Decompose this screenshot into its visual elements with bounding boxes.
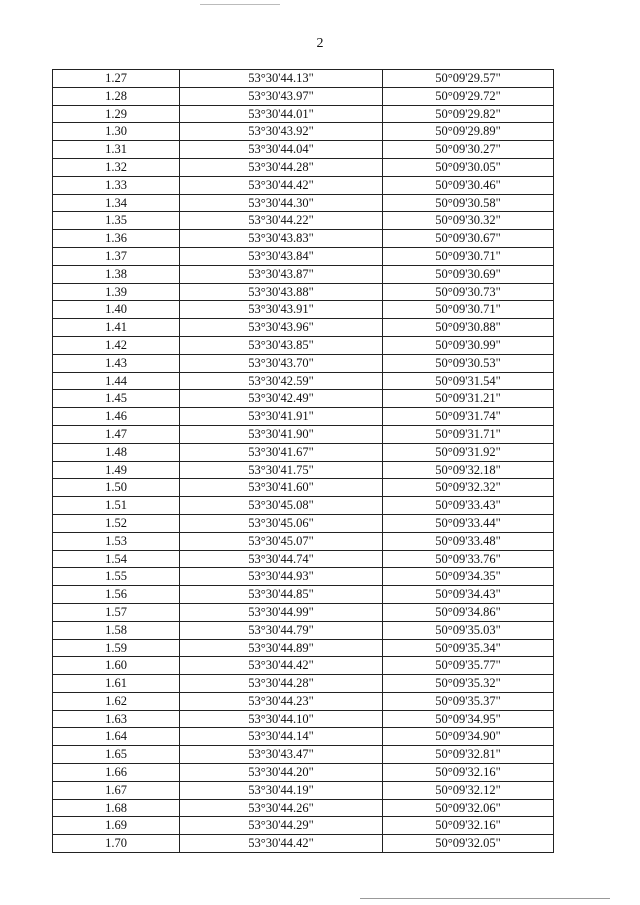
table-row [53,212,554,230]
latitude-cell: 53°30'44.42" [180,835,383,853]
coordinates-table [52,69,554,853]
longitude-cell: 50°09'30.88" [383,319,554,337]
page-number: 2 [316,36,324,51]
point-number-cell: 1.49 [53,461,180,479]
latitude-cell: 53°30'41.90" [180,425,383,443]
point-number-cell: 1.41 [53,319,180,337]
longitude-cell: 50°09'32.05" [383,835,554,853]
table-row [53,265,554,283]
coordinates-table-body [53,70,554,853]
latitude-cell: 53°30'44.99" [180,603,383,621]
table-row [53,443,554,461]
point-number-cell: 1.65 [53,746,180,764]
point-number-cell: 1.70 [53,835,180,853]
longitude-cell: 50°09'32.16" [383,764,554,782]
point-number-cell: 1.68 [53,799,180,817]
latitude-cell: 53°30'41.75" [180,461,383,479]
point-number-cell: 1.35 [53,212,180,230]
latitude-cell: 53°30'43.88" [180,283,383,301]
table-row [53,692,554,710]
point-number-cell: 1.31 [53,141,180,159]
longitude-cell: 50°09'31.71" [383,425,554,443]
point-number-cell: 1.42 [53,336,180,354]
longitude-cell: 50°09'31.54" [383,372,554,390]
longitude-cell: 50°09'32.18" [383,461,554,479]
latitude-cell: 53°30'44.42" [180,657,383,675]
longitude-cell: 50°09'32.06" [383,799,554,817]
latitude-cell: 53°30'44.79" [180,621,383,639]
table-row [53,568,554,586]
point-number-cell: 1.28 [53,87,180,105]
table-row [53,105,554,123]
latitude-cell: 53°30'43.47" [180,746,383,764]
point-number-cell: 1.55 [53,568,180,586]
table-row [53,70,554,88]
table-row [53,799,554,817]
latitude-cell: 53°30'44.85" [180,586,383,604]
latitude-cell: 53°30'44.93" [180,568,383,586]
latitude-cell: 53°30'44.28" [180,158,383,176]
longitude-cell: 50°09'33.48" [383,532,554,550]
latitude-cell: 53°30'41.60" [180,479,383,497]
point-number-cell: 1.51 [53,497,180,515]
longitude-cell: 50°09'30.69" [383,265,554,283]
table-row [53,728,554,746]
latitude-cell: 53°30'44.42" [180,176,383,194]
latitude-cell: 53°30'44.23" [180,692,383,710]
latitude-cell: 53°30'42.49" [180,390,383,408]
scan-mark-top [200,4,280,5]
point-number-cell: 1.39 [53,283,180,301]
longitude-cell: 50°09'30.71" [383,301,554,319]
latitude-cell: 53°30'44.14" [180,728,383,746]
table-row [53,817,554,835]
table-row [53,141,554,159]
latitude-cell: 53°30'44.01" [180,105,383,123]
point-number-cell: 1.36 [53,230,180,248]
table-row [53,372,554,390]
point-number-cell: 1.47 [53,425,180,443]
point-number-cell: 1.53 [53,532,180,550]
longitude-cell: 50°09'34.86" [383,603,554,621]
table-row [53,675,554,693]
longitude-cell: 50°09'33.76" [383,550,554,568]
point-number-cell: 1.66 [53,764,180,782]
point-number-cell: 1.27 [53,70,180,88]
point-number-cell: 1.46 [53,408,180,426]
latitude-cell: 53°30'44.22" [180,212,383,230]
point-number-cell: 1.40 [53,301,180,319]
point-number-cell: 1.57 [53,603,180,621]
longitude-cell: 50°09'30.73" [383,283,554,301]
table-row [53,390,554,408]
latitude-cell: 53°30'45.06" [180,514,383,532]
latitude-cell: 53°30'43.91" [180,301,383,319]
latitude-cell: 53°30'44.04" [180,141,383,159]
longitude-cell: 50°09'35.32" [383,675,554,693]
longitude-cell: 50°09'30.32" [383,212,554,230]
longitude-cell: 50°09'31.92" [383,443,554,461]
latitude-cell: 53°30'43.84" [180,247,383,265]
point-number-cell: 1.69 [53,817,180,835]
latitude-cell: 53°30'44.10" [180,710,383,728]
table-row [53,621,554,639]
table-row [53,301,554,319]
latitude-cell: 53°30'43.96" [180,319,383,337]
table-row [53,123,554,141]
table-row [53,319,554,337]
longitude-cell: 50°09'31.21" [383,390,554,408]
longitude-cell: 50°09'34.43" [383,586,554,604]
table-row [53,408,554,426]
longitude-cell: 50°09'32.81" [383,746,554,764]
point-number-cell: 1.61 [53,675,180,693]
table-row [53,835,554,853]
point-number-cell: 1.67 [53,781,180,799]
latitude-cell: 53°30'41.67" [180,443,383,461]
latitude-cell: 53°30'41.91" [180,408,383,426]
table-row [53,247,554,265]
point-number-cell: 1.37 [53,247,180,265]
latitude-cell: 53°30'43.70" [180,354,383,372]
point-number-cell: 1.58 [53,621,180,639]
longitude-cell: 50°09'30.58" [383,194,554,212]
table-row [53,158,554,176]
longitude-cell: 50°09'33.44" [383,514,554,532]
table-row [53,176,554,194]
point-number-cell: 1.64 [53,728,180,746]
table-row [53,746,554,764]
longitude-cell: 50°09'30.53" [383,354,554,372]
table-row [53,230,554,248]
latitude-cell: 53°30'44.30" [180,194,383,212]
latitude-cell: 53°30'44.19" [180,781,383,799]
longitude-cell: 50°09'34.95" [383,710,554,728]
table-row [53,514,554,532]
point-number-cell: 1.44 [53,372,180,390]
table-row [53,283,554,301]
latitude-cell: 53°30'43.85" [180,336,383,354]
longitude-cell: 50°09'31.74" [383,408,554,426]
latitude-cell: 53°30'44.20" [180,764,383,782]
longitude-cell: 50°09'35.77" [383,657,554,675]
latitude-cell: 53°30'45.08" [180,497,383,515]
latitude-cell: 53°30'44.74" [180,550,383,568]
latitude-cell: 53°30'44.29" [180,817,383,835]
point-number-cell: 1.30 [53,123,180,141]
point-number-cell: 1.32 [53,158,180,176]
longitude-cell: 50°09'30.71" [383,247,554,265]
latitude-cell: 53°30'43.92" [180,123,383,141]
point-number-cell: 1.50 [53,479,180,497]
longitude-cell: 50°09'32.16" [383,817,554,835]
longitude-cell: 50°09'30.99" [383,336,554,354]
latitude-cell: 53°30'44.13" [180,70,383,88]
point-number-cell: 1.33 [53,176,180,194]
point-number-cell: 1.60 [53,657,180,675]
table-row [53,354,554,372]
table-row [53,657,554,675]
longitude-cell: 50°09'29.82" [383,105,554,123]
longitude-cell: 50°09'35.34" [383,639,554,657]
longitude-cell: 50°09'29.72" [383,87,554,105]
table-row [53,336,554,354]
point-number-cell: 1.63 [53,710,180,728]
longitude-cell: 50°09'30.27" [383,141,554,159]
table-row [53,425,554,443]
point-number-cell: 1.34 [53,194,180,212]
latitude-cell: 53°30'44.89" [180,639,383,657]
latitude-cell: 53°30'45.07" [180,532,383,550]
longitude-cell: 50°09'35.37" [383,692,554,710]
table-row [53,710,554,728]
table-row [53,603,554,621]
latitude-cell: 53°30'44.26" [180,799,383,817]
table-row [53,532,554,550]
point-number-cell: 1.59 [53,639,180,657]
longitude-cell: 50°09'33.43" [383,497,554,515]
point-number-cell: 1.54 [53,550,180,568]
table-row [53,586,554,604]
latitude-cell: 53°30'42.59" [180,372,383,390]
longitude-cell: 50°09'29.57" [383,70,554,88]
latitude-cell: 53°30'44.28" [180,675,383,693]
point-number-cell: 1.29 [53,105,180,123]
table-row [53,497,554,515]
longitude-cell: 50°09'34.90" [383,728,554,746]
longitude-cell: 50°09'30.67" [383,230,554,248]
point-number-cell: 1.48 [53,443,180,461]
longitude-cell: 50°09'34.35" [383,568,554,586]
table-row [53,461,554,479]
longitude-cell: 50°09'32.12" [383,781,554,799]
point-number-cell: 1.45 [53,390,180,408]
table-row [53,194,554,212]
latitude-cell: 53°30'43.97" [180,87,383,105]
table-row [53,550,554,568]
point-number-cell: 1.52 [53,514,180,532]
scan-mark-bottom [360,898,610,899]
point-number-cell: 1.62 [53,692,180,710]
point-number-cell: 1.43 [53,354,180,372]
latitude-cell: 53°30'43.87" [180,265,383,283]
table-row [53,479,554,497]
table-row [53,764,554,782]
longitude-cell: 50°09'30.05" [383,158,554,176]
longitude-cell: 50°09'29.89" [383,123,554,141]
longitude-cell: 50°09'32.32" [383,479,554,497]
point-number-cell: 1.38 [53,265,180,283]
longitude-cell: 50°09'30.46" [383,176,554,194]
table-row [53,781,554,799]
longitude-cell: 50°09'35.03" [383,621,554,639]
table-row [53,87,554,105]
point-number-cell: 1.56 [53,586,180,604]
table-row [53,639,554,657]
latitude-cell: 53°30'43.83" [180,230,383,248]
